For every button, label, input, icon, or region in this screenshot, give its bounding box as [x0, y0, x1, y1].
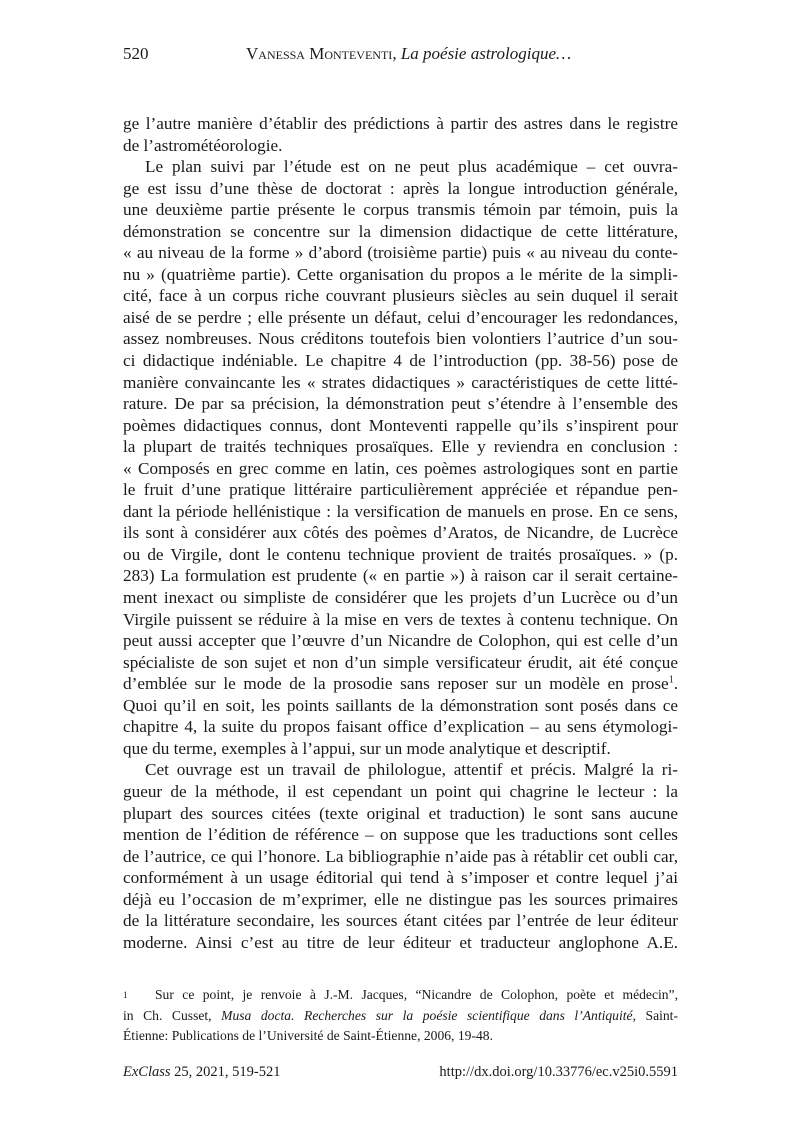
text-line [123, 544, 678, 566]
text-line-content: poèmes didactiques connus, dont Monteventi rappelle qu’ils s’inspirent pour [123, 415, 678, 435]
running-header-author: Vanessa Monteventi [246, 44, 393, 63]
text-line-content: Cet ouvrage est un travail de philologue, attentif et précis. Malgré la ri- [145, 760, 678, 780]
text-line-content: 283) La formulation est prudente (« en partie ») à raison car il serait certaine- [123, 566, 678, 586]
footnote-text: Sur ce point, je renvoie à J.-M. Jacques, “Nicandre de Colophon, poète et médecin”, [155, 987, 678, 1002]
text-line [123, 867, 678, 889]
text-line [123, 522, 678, 544]
text-line [123, 328, 678, 350]
text-line-content: plupart des sources citées (texte original et traduction) le sont sans aucune [123, 803, 678, 823]
text-line [123, 393, 678, 415]
text-line-content: le fruit d’une pratique littéraire particulièrement appréciée et répandue pen- [123, 480, 678, 500]
text-line [123, 501, 678, 523]
text-line [123, 372, 678, 394]
text-line [123, 759, 678, 781]
footnote-reference[interactable]: 1 [668, 674, 674, 686]
text-line-content: de la littérature secondaire, les sources étant citées par l’entrée de leur éditeur [123, 911, 678, 931]
text-line [123, 738, 678, 760]
text-line [123, 910, 678, 932]
text-line-suffix: . [673, 674, 678, 694]
text-line-content: ou de Virgile, dont le contenu technique provient de traités prosaïques. » (p. [123, 544, 678, 564]
text-line [123, 695, 678, 717]
text-line [123, 846, 678, 868]
text-line [123, 242, 678, 264]
text-line-content: moderne. Ainsi c’est au titre de leur éditeur et traducteur anglophone A.E. [123, 932, 678, 952]
text-line-content: ci didactique indéniable. Le chapitre 4 de l’introduction (pp. 38-56) pose de [123, 351, 678, 371]
text-line [123, 307, 678, 329]
text-line [123, 932, 678, 954]
page-number: 520 [123, 44, 149, 63]
text-line-content: ge l’autre manière d’établir des prédictions à partir des astres dans le registre [123, 114, 678, 133]
text-line-content: chapitre 4, la suite du propos faisant office d’explication – au sens étymologi- [123, 717, 678, 737]
text-line-content: ment inexact ou simpliste de considérer que les projets d’un Lucrèce ou d’un [123, 588, 678, 608]
text-line-content: spécialiste de son sujet et non d’un simple versificateur érudit, ait été conçue [123, 652, 678, 672]
text-line [123, 479, 678, 501]
text-line [123, 630, 678, 652]
text-line [123, 609, 678, 631]
text-line [123, 178, 678, 200]
footnote-line: Étienne: Publications de l’Université de Saint-Étienne, 2006, 19-48. [123, 1028, 493, 1043]
footnote-text: , Saint- [632, 1007, 678, 1023]
text-line-content: « au niveau de la forme » d’abord (troisième partie) puis « au niveau du conte- [123, 243, 678, 263]
text-line-content: d’emblée sur le mode de la prosodie sans reposer sur un modèle en prose [123, 674, 669, 694]
footnote-number: 1 [123, 990, 128, 1000]
text-line [123, 415, 678, 437]
running-header: Vanessa Monteventi, La poésie astrologique… [246, 44, 572, 63]
text-line [123, 113, 678, 135]
text-line [123, 803, 678, 825]
text-line [123, 199, 678, 221]
text-line [123, 458, 678, 480]
text-line-content: assez nombreuses. Nous créditons toutefois bien volontiers l’autrice d’un sou- [123, 329, 678, 349]
footnote-line [123, 1006, 678, 1027]
text-line-content: démonstration se concentre sur la dimension didactique de cette littérature, [123, 221, 678, 241]
text-line-content: conformément à un usage éditorial qui tend à s’imposer et contre lequel j’ai [123, 868, 678, 888]
running-header-title: La poésie astrologique… [400, 44, 572, 63]
text-line-content: nu » (quatrième partie). Cette organisation du propos a le mérite de la simpli- [123, 264, 678, 284]
footnote-line [123, 985, 678, 1006]
text-line-content: Le plan suivi par l’étude est on ne peut plus académique – cet ouvra- [145, 157, 678, 177]
text-line [123, 135, 678, 157]
text-line [123, 436, 678, 458]
text-line-content: ge est issu d’une thèse de doctorat : après la longue introduction générale, [123, 178, 678, 198]
body-text [123, 113, 678, 953]
text-line-content: gueur de la méthode, il est cependant un point qui chagrine le lecteur : la [123, 781, 678, 801]
text-line-content: mention de l’édition de référence – on suppose que les traductions sont celles [123, 825, 678, 845]
text-line [123, 350, 678, 372]
text-line-content: cité, face à un corpus riche couvrant plusieurs siècles au sein duquel il serait [123, 286, 678, 306]
text-line-content: déjà eu l’occasion de m’exprimer, elle ne distingue pas les sources primaires [123, 889, 678, 909]
text-line [123, 285, 678, 307]
text-line-content: Quoi qu’il en soit, les points saillants de la démonstration sont posés dans ce [123, 695, 678, 715]
text-line [123, 156, 678, 178]
text-line-content: la plupart de traités techniques prosaïques. Elle y reviendra en conclusion : [123, 437, 678, 457]
text-line-content: de l’astrométéorologie. [123, 135, 283, 155]
journal-name: ExClass [123, 1064, 171, 1080]
text-line-content: « Composés en grec comme en latin, ces poèmes astrologiques sont en partie [123, 458, 678, 478]
text-line-content: Virgile puissent se réduire à la mise en vers de textes à contenu technique. On [123, 609, 678, 629]
footnote-text: in Ch. Cusset, [123, 1007, 222, 1023]
text-line-content: dant la période hellénistique : la versification de manuels en prose. En ce sens, [123, 501, 678, 521]
text-line [123, 781, 678, 803]
text-line [123, 652, 678, 674]
footnote-book-title: Musa docta. Recherches sur la poésie scientifique dans l’Antiquité [221, 1007, 633, 1023]
text-line-content: aisé de se perdre ; elle présente un défaut, celui d’encourager les redondances, [123, 307, 678, 327]
text-line [123, 673, 678, 695]
journal-issue: 25, 2021, 519-521 [170, 1064, 281, 1080]
text-line [123, 221, 678, 243]
text-line-content: manière convaincante les « strates didactiques » caractéristiques de cette litté- [123, 372, 678, 392]
text-line-content: de l’autrice, ce qui l’honore. La bibliographie n’aide pas à rétablir cet oubli car, [123, 846, 678, 866]
doi-link[interactable]: http://dx.doi.org/10.33776/ec.v25i0.5591 [439, 1064, 678, 1080]
text-line [123, 889, 678, 911]
text-line-content: une deuxième partie présente le corpus transmis témoin par témoin, puis la [123, 200, 678, 220]
text-line-content: ils sont à considérer aux côtés des poèmes d’Aratos, de Nicandre, de Lucrèce [123, 523, 678, 543]
text-line [123, 264, 678, 286]
text-line-content: que du terme, exemples à l’appui, sur un mode analytique et descriptif. [123, 738, 611, 758]
text-line [123, 716, 678, 738]
footer-citation [123, 1064, 281, 1081]
text-line [123, 565, 678, 587]
text-line [123, 587, 678, 609]
text-line-content: rature. De par sa précision, la démonstration peut s’étendre à l’ensemble des [123, 394, 678, 414]
footnote [123, 985, 678, 1047]
text-line-content: peut aussi accepter que l’œuvre d’un Nicandre de Colophon, qui est celle d’un [123, 631, 678, 651]
text-line [123, 824, 678, 846]
